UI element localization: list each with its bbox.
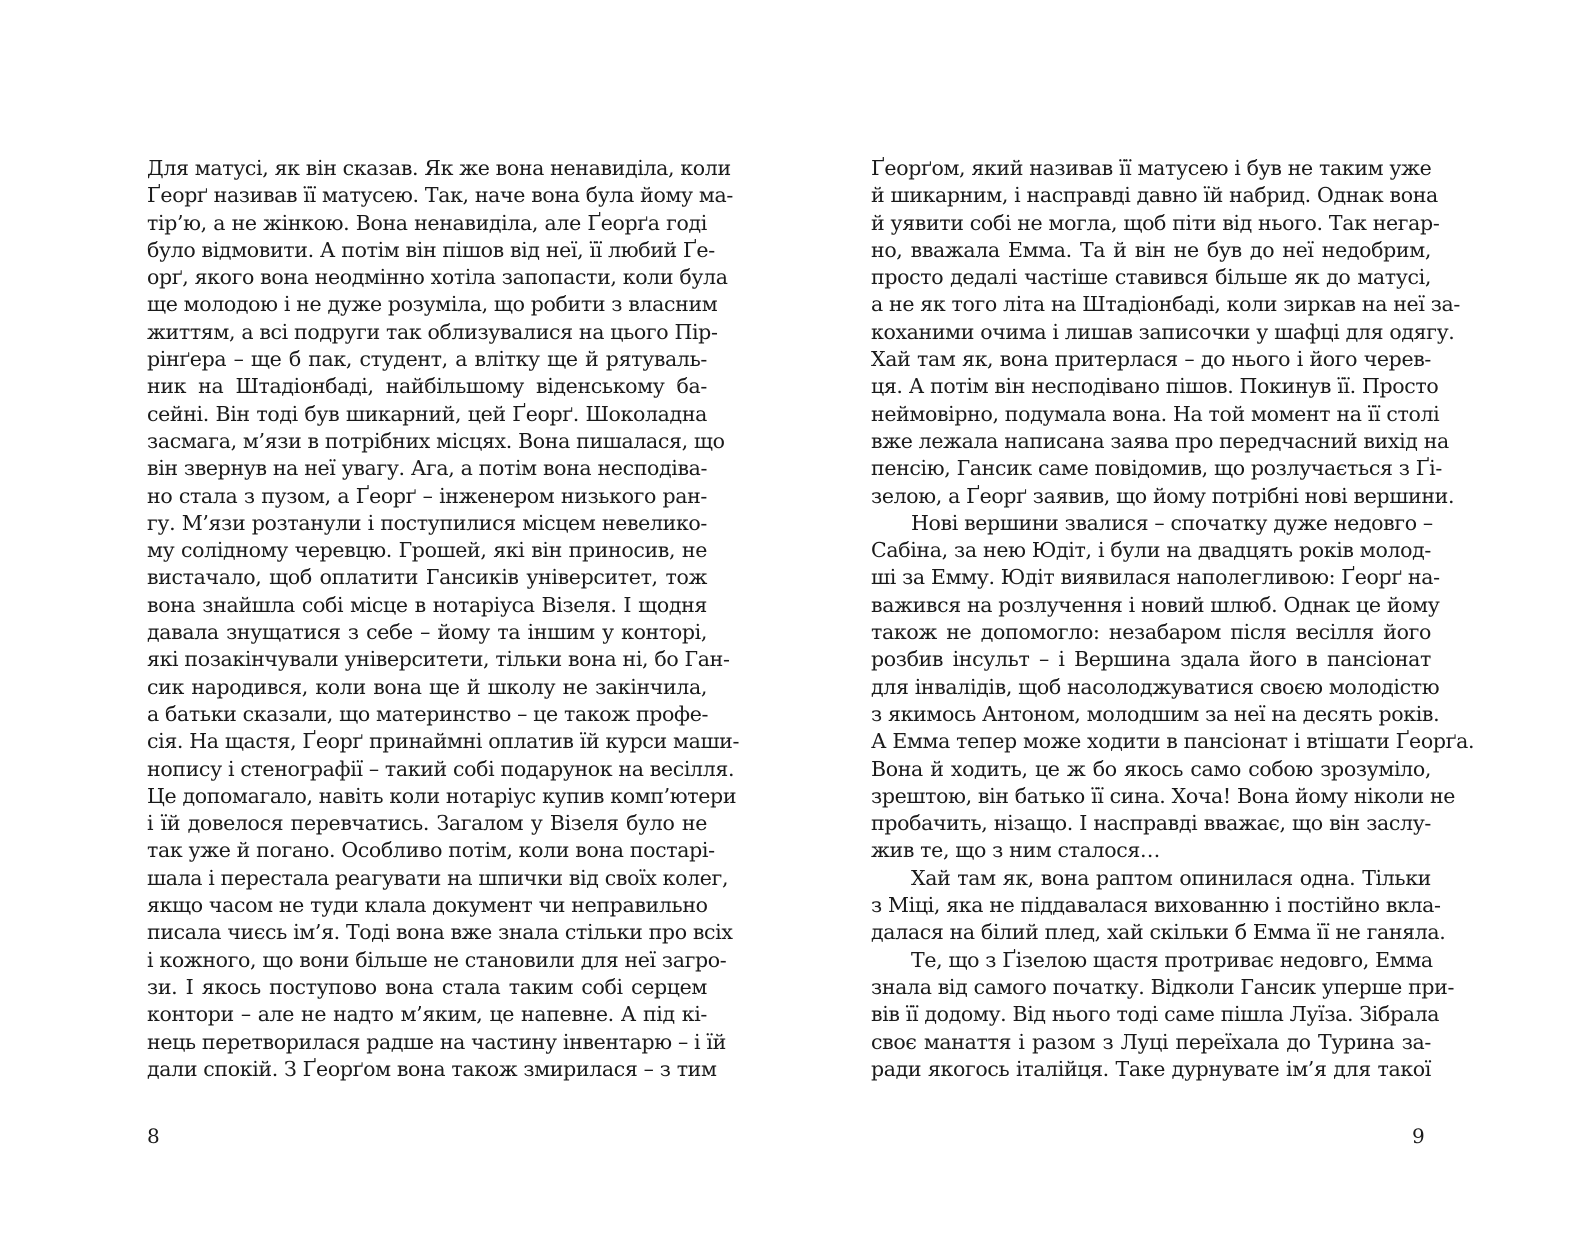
text-line: нопису і стенографії – такий собі подарунок на весілля. (147, 756, 735, 781)
text-line: му солідному черевцю. Грошей, які він приносив, не (147, 538, 707, 563)
text-line: но стала з пузом, а Ґеорґ – інженером низького ран- (147, 483, 707, 508)
text-line: орґ, якого вона неодмінно хотіла запопасти, коли була (147, 265, 728, 290)
text-line: Для матусі, як він сказав. Як же вона ненавиділа, коли (147, 156, 731, 180)
text-line: зи. І якось поступово вона стала таким собі серцем (147, 974, 707, 999)
text-line: також не допомогло: незабаром після весілля його (871, 620, 1431, 645)
text-line: Це допомагало, навіть коли нотаріус купив комп’ютери (147, 783, 737, 808)
text-line: но, вважала Емма. Та й він не був до неї недобрим, (871, 237, 1431, 262)
text-line: жив те, що з ним сталося… (871, 838, 1161, 863)
text-line: дали спокій. З Ґеорґом вона також змирилася – з тим (147, 1056, 717, 1081)
text-line: Хай там як, вона притерлася – до нього і його черев- (871, 347, 1431, 372)
text-line: для інвалідів, щоб насолоджуватися своєю молодістю (871, 674, 1440, 699)
text-line: сія. На щастя, Ґеорґ принаймні оплатив їй курси маши- (147, 729, 740, 754)
left-page-text (147, 155, 740, 1083)
text-line: писала чиєсь ім’я. Тоді вона вже знала стільки про всіх (147, 920, 733, 945)
text-line: пробачить, нізащо. І насправді вважає, що він заслу- (871, 811, 1431, 836)
text-line: які позакінчували університети, тільки вона ні, бо Ган- (147, 647, 730, 672)
text-line: вона знайшла собі місце в нотаріуса Візеля. І щодня (147, 592, 707, 617)
right-page (797, 0, 1594, 1258)
text-line: сейні. Він тоді був шикарний, цей Ґеорґ. Шоколадна (147, 401, 707, 426)
text-line: вистачало, щоб оплатити Гансиків університет, тож (147, 565, 707, 590)
text-line: вже лежала написана заява про передчасний вихід на (871, 428, 1449, 453)
text-line: і кожного, що вони більше не становили для неї загро- (147, 947, 727, 972)
text-line: Вона й ходить, це ж бо якось само собою зрозуміло, (871, 756, 1431, 781)
text-line: Хай там як, вона раптом опинилася одна. Тільки (911, 865, 1431, 890)
text-line: засмага, м’язи в потрібних місцях. Вона пишалася, що (147, 428, 725, 453)
text-line: з якимось Антоном, молодшим за неї на десять років. (871, 701, 1440, 726)
text-line: своє манаття і разом з Луці переїхала до Турина за- (871, 1029, 1431, 1054)
text-line: неймовірно, подумала вона. На той момент на її столі (871, 401, 1440, 426)
text-line: ця. А потім він несподівано пішов. Покинув її. Просто (871, 374, 1439, 399)
text-line: ради якогось італійця. Таке дурнувате ім’я для такої (871, 1056, 1431, 1081)
text-line: шала і перестала реагувати на шпички від своїх колег, (147, 865, 729, 890)
text-line: вів її додому. Від нього тоді саме пішла Луїза. Зібрала (871, 1002, 1440, 1027)
page-number: 8 (147, 1124, 160, 1148)
page-number: 9 (1412, 1124, 1425, 1148)
text-line: тір’ю, а не жінкою. Вона ненавиділа, але Ґеорґа годі (147, 210, 707, 235)
text-line: коханими очима і лишав записочки у шафці для одягу. (871, 319, 1455, 344)
text-line: нець перетворилася радше на частину інвентарю – і їй (147, 1029, 726, 1054)
text-line: рінґера – ще б пак, студент, а влітку ще й рятуваль- (147, 347, 707, 372)
text-line: а батьки сказали, що материнство – це також профе- (147, 701, 709, 726)
text-line: а не як того літа на Штадіонбаді, коли зиркав на неї за- (871, 292, 1460, 317)
text-line: далася на білий плед, хай скільки б Емма її не ганяла. (871, 920, 1446, 945)
text-line: Сабіна, за нею Юдіт, і були на двадцять років молод- (871, 538, 1431, 563)
text-line: було відмовити. А потім він пішов від неї, її любий Ґе- (147, 237, 715, 262)
text-line: просто дедалі частіше ставився більше як до матусі, (871, 265, 1431, 290)
text-line: розбив інсульт – і Вершина здала його в пансіонат (871, 647, 1431, 672)
text-line: якщо часом не туди клала документ чи неправильно (147, 893, 708, 918)
text-line: важився на розлучення і новий шлюб. Однак це йому (871, 592, 1440, 617)
text-line: пенсію, Гансик саме повідомив, що розлучається з Ґі- (871, 456, 1442, 481)
text-line: Нові вершини звалися – спочатку дуже недовго – (911, 510, 1433, 535)
text-line: з Міці, яка не піддавалася вихованню і постійно вкла- (871, 893, 1441, 918)
text-line: Ґеорґом, який називав її матусею і був не таким уже (871, 156, 1432, 180)
text-line: зелою, а Ґеорґ заявив, що йому потрібні нові вершини. (871, 483, 1455, 508)
text-line: А Емма тепер може ходити в пансіонат і втішати Ґеорґа. (871, 729, 1475, 754)
text-line: Ґеорґ називав її матусею. Так, наче вона була йому ма- (147, 183, 733, 208)
text-line: знала від самого початку. Відколи Гансик уперше при- (871, 974, 1455, 999)
text-line: сик народився, коли вона ще й школу не закінчила, (147, 674, 707, 699)
text-line: ші за Емму. Юдіт виявилася наполегливою: Ґеорґ на- (871, 565, 1440, 590)
text-line: й шикарним, і насправді давно їй набрид. Однак вона (871, 183, 1438, 208)
text-line: давала знущатися з себе – йому та іншим у конторі, (147, 620, 707, 645)
text-line: контори – але не надто м’яким, це напевне. А під кі- (147, 1002, 707, 1027)
text-line: життям, а всі подруги так облизувалися на цього Пір- (147, 319, 718, 344)
text-line: зрештою, він батько її сина. Хоча! Вона йому ніколи не (871, 783, 1456, 808)
right-page-text (871, 155, 1475, 1083)
text-line: Те, що з Ґізелою щастя протриває недовго, Емма (911, 947, 1433, 972)
text-line: гу. М’язи розтанули і поступилися місцем невелико- (147, 510, 707, 535)
text-line: він звернув на неї увагу. Ага, а потім вона несподіва- (147, 456, 708, 481)
text-line: ник на Штадіонбаді, найбільшому віденському ба- (147, 374, 707, 399)
text-line: ще молодою і не дуже розуміла, що робити з власним (147, 292, 718, 317)
text-line: і їй довелося перевчатись. Загалом у Візеля було не (147, 811, 707, 836)
text-line: й уявити собі не могла, щоб піти від нього. Так негар- (871, 210, 1440, 235)
text-line: так уже й погано. Особливо потім, коли вона постарі- (147, 838, 715, 863)
